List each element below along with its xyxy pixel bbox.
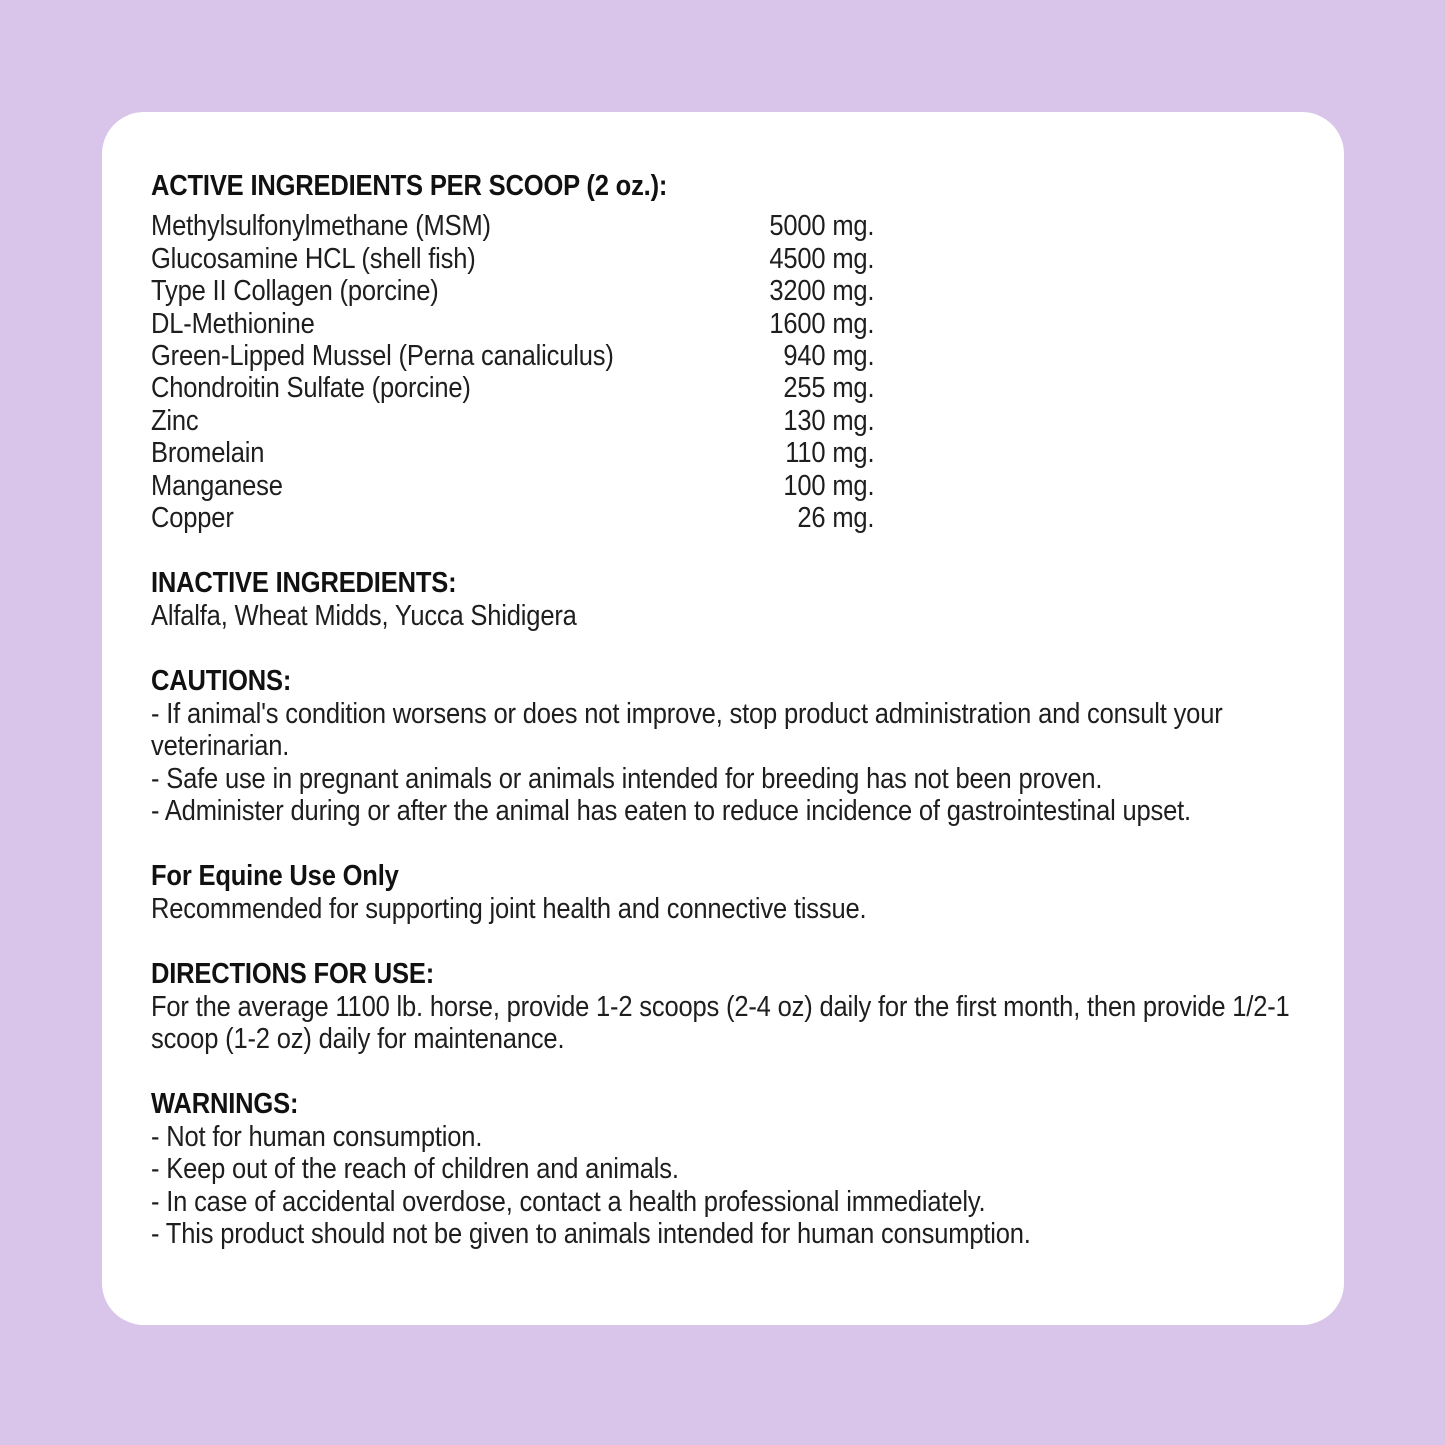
caution-item: - Administer during or after the animal has eaten to reduce incidence of gastrointestinal upset. bbox=[151, 794, 1191, 827]
warning-item: - In case of accidental overdose, contact a health professional immediately. bbox=[151, 1185, 986, 1218]
ingredient-name: DL-Methionine bbox=[151, 307, 315, 340]
equine-use-header: For Equine Use Only bbox=[151, 860, 399, 893]
warnings-header: WARNINGS: bbox=[151, 1088, 299, 1121]
ingredient-row bbox=[151, 372, 874, 404]
cautions-header: CAUTIONS: bbox=[151, 665, 292, 698]
section-directions bbox=[151, 958, 1299, 1055]
ingredient-row bbox=[151, 210, 874, 242]
equine-use-text: Recommended for supporting joint health and connective tissue. bbox=[151, 892, 867, 925]
inactive-ingredients-header: INACTIVE INGREDIENTS: bbox=[151, 567, 457, 600]
active-ingredients-header: ACTIVE INGREDIENTS PER SCOOP (2 oz.): bbox=[151, 170, 668, 202]
ingredient-amount: 110 mg. bbox=[785, 437, 875, 470]
ingredient-name: Methylsulfonylmethane (MSM) bbox=[151, 210, 491, 243]
section-inactive-ingredients bbox=[151, 567, 1299, 632]
section-warnings bbox=[151, 1088, 1299, 1250]
warning-item: - Keep out of the reach of children and animals. bbox=[151, 1153, 679, 1186]
ingredient-amount: 26 mg. bbox=[797, 502, 875, 535]
ingredient-name: Chondroitin Sulfate (porcine) bbox=[151, 372, 471, 405]
caution-item: - If animal's condition worsens or does not improve, stop product administration and consult your veterinarian. bbox=[151, 697, 1223, 763]
ingredient-row bbox=[151, 308, 874, 340]
inactive-ingredients-text: Alfalfa, Wheat Midds, Yucca Shidigera bbox=[151, 599, 577, 632]
ingredient-name: Manganese bbox=[151, 469, 283, 502]
section-cautions bbox=[151, 665, 1299, 827]
ingredient-amount: 130 mg. bbox=[783, 404, 875, 437]
ingredient-name: Copper bbox=[151, 502, 234, 535]
caution-item: - Safe use in pregnant animals or animals intended for breeding has not been proven. bbox=[151, 762, 1103, 795]
directions-text: For the average 1100 lb. horse, provide 1-2 scoops (2-4 oz) daily for the first month, then provide 1/2-1 scoop (1-2 oz) daily for maintenance. bbox=[151, 990, 1290, 1055]
ingredient-row bbox=[151, 437, 874, 469]
ingredient-name: Glucosamine HCL (shell fish) bbox=[151, 242, 476, 275]
warning-item: - This product should not be given to animals intended for human consumption. bbox=[151, 1217, 1031, 1250]
directions-header: DIRECTIONS FOR USE: bbox=[151, 958, 435, 991]
ingredient-name: Green-Lipped Mussel (Perna canaliculus) bbox=[151, 340, 614, 373]
ingredient-row bbox=[151, 502, 874, 534]
ingredient-row bbox=[151, 340, 874, 372]
label-card bbox=[102, 112, 1344, 1325]
ingredient-amount: 4500 mg. bbox=[769, 242, 875, 275]
section-equine-use bbox=[151, 860, 1299, 925]
section-active-ingredients bbox=[151, 170, 1299, 534]
ingredient-amount: 100 mg. bbox=[783, 469, 875, 502]
ingredient-amount: 1600 mg. bbox=[769, 307, 875, 340]
ingredient-row bbox=[151, 275, 874, 307]
ingredient-row bbox=[151, 405, 874, 437]
ingredient-amount: 255 mg. bbox=[783, 372, 875, 405]
ingredient-amount: 5000 mg. bbox=[769, 210, 875, 243]
label-content bbox=[151, 170, 1299, 1250]
ingredient-amount: 3200 mg. bbox=[769, 275, 875, 308]
ingredient-amount: 940 mg. bbox=[783, 340, 875, 373]
warning-item: - Not for human consumption. bbox=[151, 1120, 483, 1153]
ingredient-name: Bromelain bbox=[151, 437, 265, 470]
ingredient-row bbox=[151, 243, 874, 275]
ingredient-name: Zinc bbox=[151, 404, 199, 437]
ingredient-name: Type II Collagen (porcine) bbox=[151, 275, 439, 308]
ingredient-row bbox=[151, 470, 874, 502]
